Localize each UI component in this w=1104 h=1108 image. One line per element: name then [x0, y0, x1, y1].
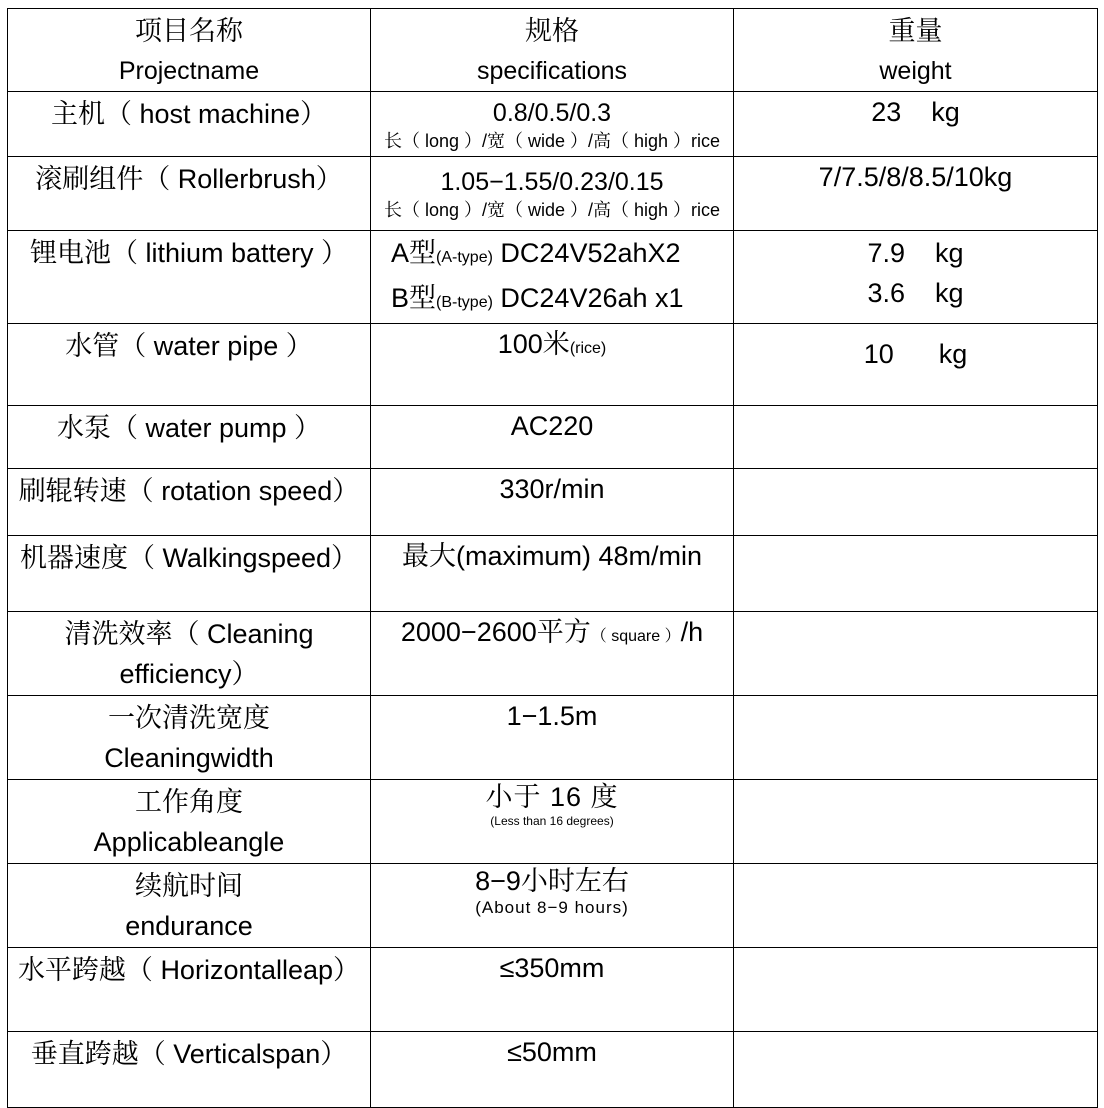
header-weight-en: weight — [879, 57, 952, 85]
row-weight — [734, 864, 1098, 948]
table-row — [8, 1032, 1098, 1108]
header-weight-cn: 重量 — [888, 16, 943, 46]
row-weight — [734, 536, 1098, 612]
row-name: 垂直跨越（ Verticalspan） — [8, 1032, 371, 1108]
row-spec: 0.8/0.5/0.3 长（ long ）/宽（ wide ）/高（ high ）rice — [371, 92, 734, 157]
row-weight — [734, 780, 1098, 864]
row-spec: 2000−2600平方（ square ）/h — [371, 612, 734, 696]
row-name: 工作角度 Applicableangle — [8, 780, 371, 864]
row-name: 刷辊转速（ rotation speed） — [8, 469, 371, 536]
header-specifications-cn: 规格 — [525, 16, 579, 46]
table-row — [8, 406, 1098, 469]
row-spec: 330r/min — [371, 469, 734, 536]
header-weight — [734, 9, 1098, 92]
table-row — [8, 696, 1098, 780]
table-row — [8, 157, 1098, 231]
table-row — [8, 324, 1098, 406]
header-project-name-cn: 项目名称 — [135, 16, 243, 46]
row-weight: 10 kg — [734, 324, 1098, 406]
row-spec: A型(A-type) DC24V52ahX2 B型(B-type) DC24V26ah x1 — [371, 231, 734, 324]
row-spec: ≤50mm — [371, 1032, 734, 1108]
row-weight: 7/7.5/8/8.5/10kg — [734, 157, 1098, 231]
row-spec: ≤350mm — [371, 948, 734, 1032]
table-header-row — [8, 9, 1098, 92]
table-row — [8, 780, 1098, 864]
row-weight: 23 kg — [734, 92, 1098, 157]
table-row — [8, 612, 1098, 696]
table-row — [8, 231, 1098, 324]
row-weight — [734, 469, 1098, 536]
header-project-name-en: Projectname — [118, 57, 260, 85]
table-row — [8, 864, 1098, 948]
row-spec: 小于 16 度 (Less than 16 degrees) — [371, 780, 734, 864]
row-weight — [734, 948, 1098, 1032]
row-name: 滚刷组件（ Rollerbrush） — [8, 157, 371, 231]
row-spec: 1−1.5m — [371, 696, 734, 780]
table-row — [8, 536, 1098, 612]
row-name: 水平跨越（ Horizontalleap） — [8, 948, 371, 1032]
row-name: 机器速度（ Walkingspeed） — [8, 536, 371, 612]
header-specifications — [371, 9, 734, 92]
spec-table — [7, 8, 1098, 1108]
row-name: 水管（ water pipe ） — [8, 324, 371, 406]
table-row — [8, 948, 1098, 1032]
row-spec: 100米(rice) — [371, 324, 734, 406]
row-spec: 最大(maximum) 48m/min — [371, 536, 734, 612]
row-name: 主机（ host machine） — [8, 92, 371, 157]
row-name: 清洗效率（ Cleaning efficiency） — [8, 612, 371, 696]
row-name: 水泵（ water pump ） — [8, 406, 371, 469]
row-weight — [734, 696, 1098, 780]
table-row — [8, 469, 1098, 536]
row-spec: AC220 — [371, 406, 734, 469]
header-specifications-en: specifications — [476, 57, 628, 85]
row-weight — [734, 406, 1098, 469]
row-spec: 8−9小时左右 (About 8−9 hours) — [371, 864, 734, 948]
table-row — [8, 92, 1098, 157]
row-weight — [734, 612, 1098, 696]
row-name: 一次清洗宽度 Cleaningwidth — [8, 696, 371, 780]
header-project-name — [8, 9, 371, 92]
row-name: 续航时间 endurance — [8, 864, 371, 948]
row-spec: 1.05−1.55/0.23/0.15 长（ long ）/宽（ wide ）/高（ high ）rice — [371, 157, 734, 231]
row-weight — [734, 1032, 1098, 1108]
row-weight: 7.9 kg 3.6 kg — [734, 231, 1098, 324]
row-name: 锂电池（ lithium battery ） — [8, 231, 371, 324]
